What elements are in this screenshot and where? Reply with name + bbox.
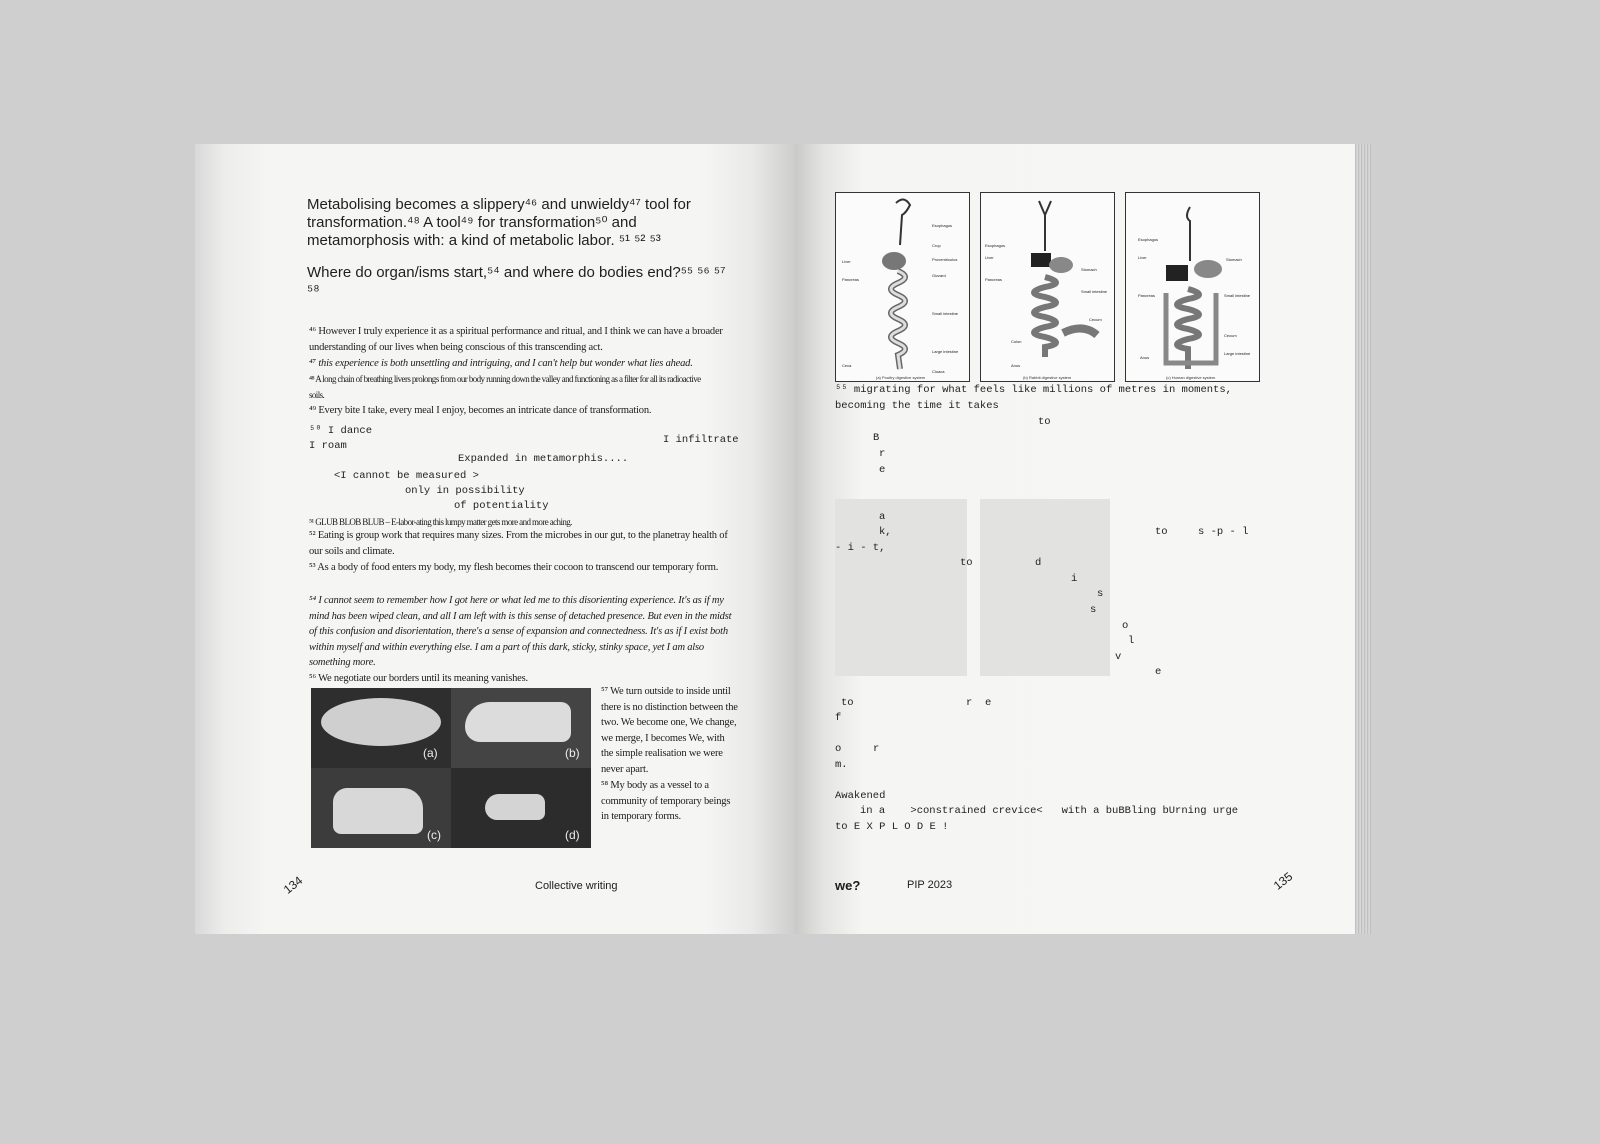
photo-a-blob [321,698,441,746]
poultry-label-gizzard: Gizzard [932,273,946,278]
scatter-it: - i - t, [835,542,886,554]
rabbit-digestive-svg [981,193,1114,381]
scatter-B: B [873,432,880,444]
footnote-56: ⁵⁶ We negotiate our borders until its meaning vanishes. [309,673,528,684]
photo-c [311,768,451,848]
scatter-f: f [835,712,842,724]
bleed-image-2 [980,499,1110,676]
footnote-46: ⁴⁶ However I truly experience it as a spiritual performance and ritual, and I think we can have a broader understanding of our lives when being conscious of this transcending act. [309,326,723,353]
scatter-e: e [879,464,886,476]
poultry-label-crop: Crop [932,243,941,248]
human-label-stomach: Stomach [1226,257,1242,262]
diagram-rabbit [980,192,1115,382]
footnote-50-line3: Expanded in metamorphis.... [458,453,629,465]
footnote-50-line6: of potentiality [454,500,549,512]
scatter-to-3: to [1155,526,1168,538]
poultry-label-ceca: Ceca [842,363,852,368]
photo-c-blob [333,788,423,834]
footnote-57: ⁵⁷ We turn outside to inside until there is no distinction between the two. We become one, We change, we merge, I becomes We, with the simple realisation we were never apart. [601,686,738,775]
rabbit-label-pancreas: Pancreas [985,277,1002,282]
human-digestive-svg [1126,193,1259,381]
scatter-i: i [1071,573,1078,585]
photo-d-label: (d) [565,828,580,842]
scatter-o-2: o [835,743,842,755]
rabbit-label-liver: Liver [985,255,994,260]
scatter-r-3: r [873,743,880,755]
poultry-label-large-intestine: Large intestine [932,349,959,354]
footnote-55-line1: ⁵⁵ migrating for what feels like millions of metres in moments, [835,384,1232,396]
scatter-a: a [879,511,886,523]
scatter-to-4: to [841,697,854,709]
scatter-r-2: r [966,697,973,709]
human-label-esophagus: Esophagus [1138,237,1159,242]
rabbit-label-cecum: Cecum [1089,317,1102,322]
footnote-48: ⁴⁸ A long chain of breathing livers prolongs from our body running down the valley and functioning as a filter for all its radioactive soils. [309,374,701,400]
scatter-k: k, [879,526,892,538]
bleed-image-1 [835,499,967,676]
footnote-51: ⁵¹ GLUB BLOB BLUB – E-labor-ating this lumpy matter gets more and more aching. [309,517,572,527]
heading-metabolising: Metabolising becomes a slippery⁴⁶ and unwieldy⁴⁷ tool for transformation.⁴⁸ A tool⁴⁹ for transformation⁵⁰ and metamorphosis with: a kind of metabolic labor. ⁵¹ ⁵² ⁵³ [307,196,691,249]
footnote-58: ⁵⁸ My body as a vessel to a community of temporary beings in temporary forms. [601,780,731,822]
footnote-50-line1: ⁵⁰ I dance [309,425,373,437]
scatter-m: m. [835,759,848,771]
poultry-label-cloaca: Cloaca [932,369,945,374]
scatter-l: l [1128,635,1135,647]
human-caption: (c) Human digestive system [1166,375,1216,380]
scatter-v: v [1115,651,1122,663]
footer-event: PIP 2023 [907,879,953,891]
photo-b-blob [465,702,571,742]
scatter-r: r [879,448,886,460]
awakened-line: Awakened [835,790,886,802]
human-label-cecum: Cecum [1224,333,1237,338]
photo-b-label: (b) [565,746,580,760]
page-number-right: 135 [1270,869,1296,893]
footnote-50-line2a: I roam [309,440,347,452]
open-book [195,144,1370,934]
footnote-52: ⁵² Eating is group work that requires many sizes. From the microbes in our gut, to the planetray health of our soils and climate. [309,530,728,557]
scatter-e-2: e [1155,666,1162,678]
footer-title: Collective writing [535,880,618,892]
explode-line: to E X P L O D E ! [835,821,949,833]
footer-logo: we? [835,878,861,893]
scatter-s-2: s [1090,604,1097,616]
human-label-pancreas: Pancreas [1138,293,1155,298]
photo-d-blob [485,794,545,820]
poultry-label-small-intestine: Small intestine [932,311,959,316]
footnote-47: ⁴⁷ this experience is both unsettling and intriguing, and I can't help but wonder what lies ahead. [309,358,693,369]
scatter-o: o [1122,620,1129,632]
scatter-to-1: to [1038,416,1051,428]
rabbit-label-stomach: Stomach [1081,267,1097,272]
scatter-d: d [1035,557,1042,569]
scatter-spl: s -p - l [1198,526,1249,538]
crevice-line: in a >constrained crevice< with a buBBling bUrning urge [860,805,1239,817]
right-page [795,144,1360,934]
photo-d [451,768,591,848]
photo-a [311,688,451,768]
left-page [195,144,795,934]
scatter-to-2: to [960,557,973,569]
poultry-label-liver: Liver [842,259,851,264]
poultry-label-proventriculus: Proventriculus [932,257,958,262]
poultry-label-esophagus: Esophagus [932,223,953,228]
human-label-liver: Liver [1138,255,1147,260]
rabbit-label-esophagus: Esophagus [985,243,1006,248]
scatter-s-1: s [1097,588,1104,600]
rabbit-label-colon: Colon [1011,339,1022,344]
heading-organisms: Where do organ/isms start,⁵⁴ and where do bodies end?⁵⁵ ⁵⁶ ⁵⁷ ⁵⁸ [307,264,726,299]
page-edges [1355,144,1371,934]
photo-a-label: (a) [423,746,438,760]
human-label-large-intestine: Large intestine [1224,351,1251,356]
photo-c-label: (c) [427,828,441,842]
footnote-50-line2b: I infiltrate [663,434,739,446]
footnote-49: ⁴⁹ Every bite I take, every meal I enjoy, becomes an intricate dance of transformation. [309,405,652,416]
page-number-left: 134 [280,873,306,897]
photo-quad-grid [311,688,591,848]
footnote-53: ⁵³ As a body of food enters my body, my flesh becomes their cocoon to transcend our temporary form. [309,562,719,573]
footnote-54: ⁵⁴ I cannot seem to remember how I got here or what led me to this disorienting experience. It's as if my mind has been wiped clean, and all I am left with is this sense of detached presence. But even in the midst of this confusion and disorientation, there's a sense of expansion and connectedness. It's as if I exist both within myself and within everything else. I am a part of this dark, sticky, stinky space, yet I am also something more. [309,595,732,668]
footnote-50-line4: <I cannot be measured > [334,470,479,482]
footnote-55-line2: becoming the time it takes [835,400,999,412]
poultry-label-pancreas: Pancreas [842,277,859,282]
human-label-small-intestine: Small intestine [1224,293,1251,298]
footnote-50-line5: only in possibility [405,485,525,497]
scatter-e-3: e [985,697,992,709]
poultry-digestive-svg [836,193,969,381]
poultry-caption: (a) Poultry digestive system [876,375,926,380]
rabbit-label-anus: Anus [1011,363,1021,368]
human-label-anus: Anus [1140,355,1150,360]
rabbit-caption: (b) Rabbit digestive system [1023,375,1072,380]
diagram-poultry [835,192,970,382]
photo-b [451,688,591,768]
diagram-human [1125,192,1260,382]
rabbit-label-small-intestine: Small intestine [1081,289,1108,294]
